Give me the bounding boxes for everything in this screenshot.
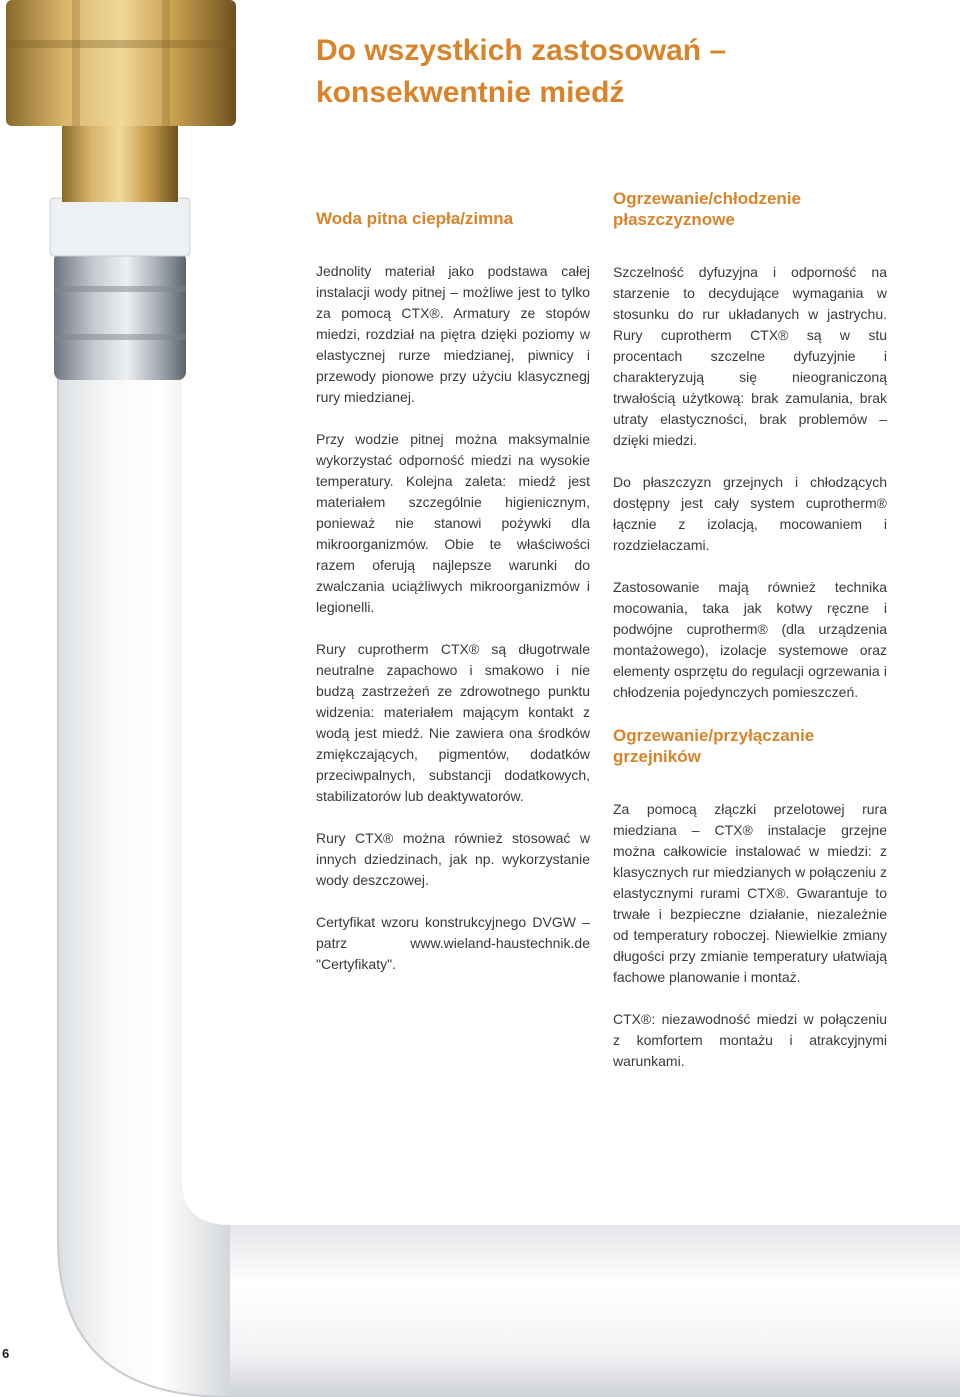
section-heading-surface-heating: Ogrzewanie/chłodzenie płaszczyznowe <box>613 189 801 229</box>
paragraph: Przy wodzie pitnej można maksymalnie wykorzystać odporność miedzi na wysokie temperatury. Kolejna zaleta: miedź jest materiałem szczególnie higienicznym, ponieważ nie stanowi pożywki dla mikroorganizmów. Obie te właściwości razem oferują najlepsze warunki do zwalczania uciążliwych mikroorganizmów i legionelli. <box>316 431 590 615</box>
paragraph: Za pomocą złączki przelotowej rura miedziana – CTX® instalacje grzejne można całkowicie instalować w miedzi: z klasycznych rur miedzianych w połączeniu z elastycznymi rurami CTX®. Gwarantuje to trwałe i bezpieczne działanie, niezależnie od temperatury roboczej. Niewielkie zmiany długości przy zmianie temperatury ułatwiają fachowe planowanie i montaż. <box>613 801 887 985</box>
page-title-line-2: konsekwentnie miedź <box>316 76 625 109</box>
section-heading-drinking-water: Woda pitna ciepła/zimna <box>316 209 514 228</box>
right-column <box>613 188 887 1093</box>
page-title <box>316 30 936 114</box>
left-column <box>316 208 590 996</box>
paragraph: Zastosowanie mają również technika mocowania, taka jak kotwy ręczne i podwójne cuprotherm® (dla urządzenia montażowego), izolacje systemowe oraz elementy osprzętu do regulacji ogrzewania i chłodzenia pojedynczych pomieszczeń. <box>613 579 887 700</box>
paragraph: Rury CTX® można również stosować w innych dziedzinach, jak np. wykorzystanie wody deszczowej. <box>316 830 590 888</box>
section-heading-radiator-connection: Ogrzewanie/przyłączanie grzejników <box>613 726 815 766</box>
paragraph: Szczelność dyfuzyjna i odporność na starzenie to decydujące wymagania w stosunku do rur układanych w jastrychu. Rury cuprotherm CTX® są w stu procentach szczelne dyfuzyjnie i charakteryzują się nieograniczoną trwałością użytkową: brak zamulania, brak utraty elastyczności, brak problemów – dzięki miedzi. <box>613 264 887 448</box>
page-title-line-1: Do wszystkich zastosowań – <box>316 34 727 67</box>
page-number: 6 <box>2 1346 10 1361</box>
paragraph: CTX®: niezawodność miedzi w połączeniu z komfortem montażu i atrakcyjnymi warunkami. <box>613 1011 887 1069</box>
paragraph: Certyfikat wzoru konstrukcyjnego DVGW – patrz www.wieland-haustechnik.de "Certyfikaty". <box>316 914 590 972</box>
paragraph: Do płaszczyzn grzejnych i chłodzących dostępny jest cały system cuprotherm® łącznie z izolacją, mocowaniem i rozdzielaczami. <box>613 474 887 553</box>
paragraph: Rury cuprotherm CTX® są długotrwale neutralne zapachowo i smakowo i nie budzą zastrzeżeń ze zdrowotnego punktu widzenia: materiałem mającym kontakt z wodą jest miedź. Nie zawiera ona środków zmiękczających, pigmentów, dodatków przeciwpalnych, substancji dodatkowych, stabilizatorów lub deaktywatorów. <box>316 641 590 804</box>
paragraph: Jednolity materiał jako podstawa całej instalacji wody pitnej – możliwe jest to tylko za pomocą CTX®. Armatury ze stopów miedzi, rozdział na piętra dzięki poziomy w elastycznej rurze miedzianej, piwnicy i przewody pionowe przy użyciu klasycznegj rury miedzianej. <box>316 263 590 405</box>
